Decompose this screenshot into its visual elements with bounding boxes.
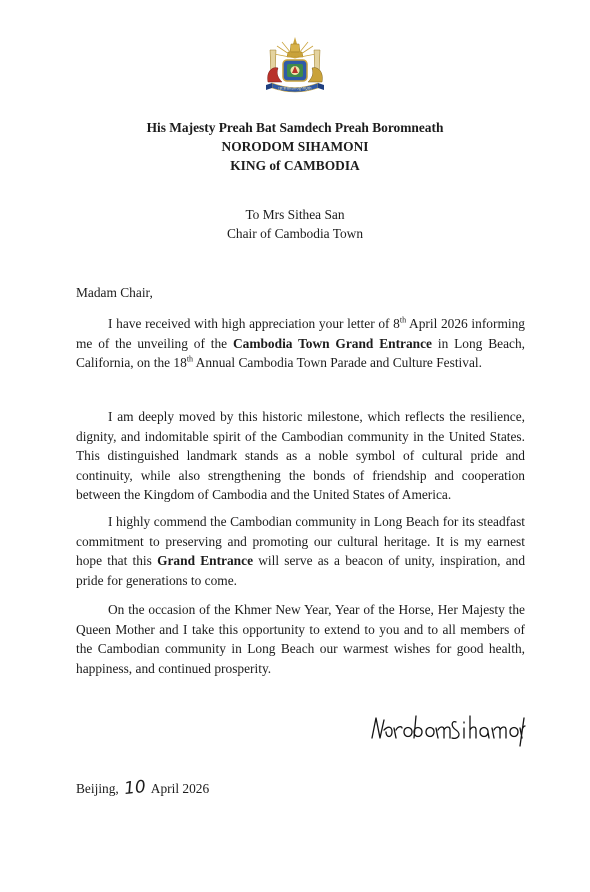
date-day-handwritten: 10 — [122, 776, 147, 800]
signature-icon — [370, 712, 526, 748]
crest-ribbon-text: ព្រះរាជាណាចក្រកម្ពុជា — [278, 85, 312, 91]
salutation: Madam Chair, — [76, 285, 153, 300]
royal-crest-icon — [262, 36, 328, 96]
date-line — [76, 778, 209, 799]
addressee-title: Chair of Cambodia Town — [226, 226, 364, 241]
body-paragraph-4: On the occasion of the Khmer New Year, Year of the Horse, Her Majesty the Queen Mother and I take this opportunity to extend to you and to all members of the Cambodian community in Long Beach our warmest wishes for good health, happiness, and continued prosperity. — [76, 602, 525, 676]
date-month-year: April 2026 — [150, 781, 210, 796]
body-paragraph-2: I am deeply moved by this historic milestone, which reflects the resilience, dignity, and indomitable spirit of the Cambodian community in the United States. This distinguished landmark stands as a noble symbol of cultural pride and continuity, while also strengthening the bonds of friendship and cooperation between the Kingdom of Cambodia and the United States of America. — [76, 409, 525, 503]
sender-name: NORODOM SIHAMONI — [221, 139, 369, 154]
sender-rank: KING of CAMBODIA — [230, 158, 360, 173]
body-paragraph-3: I highly commend the Cambodian community in Long Beach for its steadfast commitment to preserving and promoting our cultural heritage. It is my earnest hope that this Grand Entrance will serve as a beacon of unity, inspiration, and pride for generations to come. — [76, 514, 526, 588]
addressee-name: To Mrs Sithea San — [245, 207, 345, 222]
sender-title: His Majesty Preah Bat Samdech Preah Boromneath — [146, 120, 444, 135]
body-paragraph-1: I have received with high appreciation your letter of 8th April 2026 informing me of the unveiling of the Cambodia Town Grand Entrance in Long Beach, California, on the 18th Annual Cambodia Town Parade and Culture Festival. — [76, 315, 525, 371]
date-place: Beijing, — [76, 781, 119, 796]
